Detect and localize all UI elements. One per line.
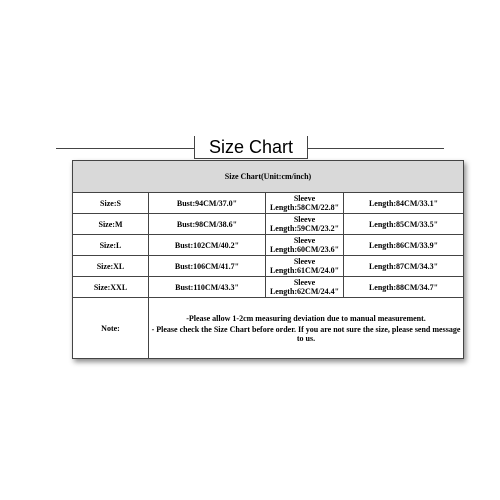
size-cell: Size:XXL <box>73 277 149 298</box>
sleeve-label: Sleeve <box>293 278 316 287</box>
sleeve-label: Sleeve <box>293 215 316 224</box>
length-cell: Length:86CM/33.9" <box>344 235 464 256</box>
table-row <box>73 235 464 256</box>
note-row <box>73 298 464 359</box>
sleeve-label: Sleeve <box>293 257 316 266</box>
page-title: Size Chart <box>194 136 308 159</box>
title-banner <box>56 136 444 162</box>
sleeve-value: Length:59CM/23.2" <box>269 224 340 233</box>
bust-cell: Bust:106CM/41.7" <box>149 256 266 277</box>
sleeve-cell <box>266 214 344 235</box>
sleeve-cell <box>266 277 344 298</box>
sleeve-value: Length:62CM/24.4" <box>269 287 340 296</box>
size-cell: Size:S <box>73 193 149 214</box>
table-row <box>73 277 464 298</box>
sleeve-value: Length:61CM/24.0" <box>269 266 340 275</box>
sleeve-label: Sleeve <box>293 236 316 245</box>
sleeve-label: Sleeve <box>293 194 316 203</box>
length-cell: Length:85CM/33.5" <box>344 214 464 235</box>
table-row <box>73 256 464 277</box>
sleeve-cell <box>266 256 344 277</box>
length-cell: Length:88CM/34.7" <box>344 277 464 298</box>
size-cell: Size:L <box>73 235 149 256</box>
size-chart-table <box>72 160 464 359</box>
table-row <box>73 214 464 235</box>
sleeve-value: Length:60CM/23.6" <box>269 245 340 254</box>
table-header-row <box>73 161 464 193</box>
table-row <box>73 193 464 214</box>
length-cell: Length:87CM/34.3" <box>344 256 464 277</box>
note-label: Note: <box>73 298 149 359</box>
sleeve-cell <box>266 235 344 256</box>
bust-cell: Bust:94CM/37.0" <box>149 193 266 214</box>
size-cell: Size:M <box>73 214 149 235</box>
size-cell: Size:XL <box>73 256 149 277</box>
bust-cell: Bust:98CM/38.6" <box>149 214 266 235</box>
table-header: Size Chart(Unit:cm/inch) <box>73 161 464 193</box>
note-line: -Please allow 1-2cm measuring deviation due to manual measurement. <box>186 313 426 323</box>
sleeve-value: Length:58CM/22.8" <box>269 203 340 212</box>
sleeve-cell <box>266 193 344 214</box>
length-cell: Length:84CM/33.1" <box>344 193 464 214</box>
note-line: - Please check the Size Chart before order. If you are not sure the size, please send message to us. <box>151 324 461 343</box>
bust-cell: Bust:110CM/43.3" <box>149 277 266 298</box>
bust-cell: Bust:102CM/40.2" <box>149 235 266 256</box>
note-text <box>149 298 464 359</box>
